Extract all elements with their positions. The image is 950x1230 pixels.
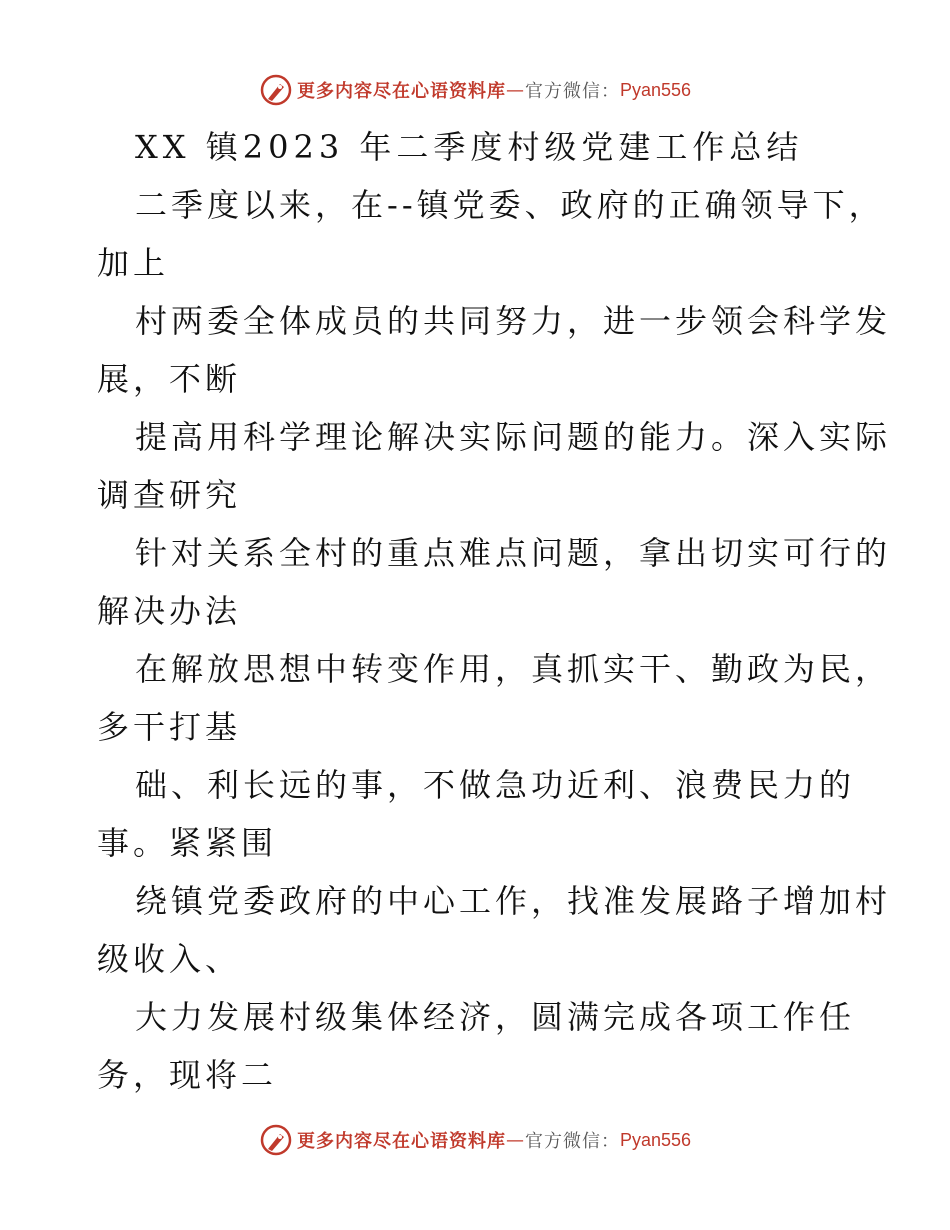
watermark-separator: — — [505, 79, 525, 101]
paragraph-line: 多干打基 — [97, 708, 242, 746]
paragraph-line: 提高用科学理论解决实际问题的能力。深入实际 — [135, 418, 892, 456]
paragraph-line: 事。紧紧围 — [97, 824, 278, 862]
watermark-main-text: 更多内容尽在心语资料库 — [296, 81, 506, 102]
pen-nib-logo-icon — [259, 1123, 293, 1157]
paragraph-line: 务，现将二 — [97, 1056, 278, 1094]
watermark-account-id: Pyan556 — [619, 1129, 692, 1150]
paragraph-line: 级收入、 — [97, 940, 242, 978]
paragraph-line: 础、利长远的事，不做急功近利、浪费民力的 — [135, 766, 856, 804]
paragraph-line: 针对关系全村的重点难点问题，拿出切实可行的 — [135, 534, 892, 572]
paragraph-line: 展，不断 — [97, 360, 242, 398]
paragraph-line: 调查研究 — [97, 476, 242, 514]
paragraph-line: 加上 — [97, 244, 170, 282]
paragraph-line: 解决办法 — [97, 592, 242, 630]
watermark-separator: — — [505, 1129, 525, 1151]
header-watermark — [0, 72, 950, 108]
paragraph-line: 在解放思想中转变作用，真抓实干、勤政为民， — [135, 650, 892, 688]
paragraph-line: 大力发展村级集体经济，圆满完成各项工作任 — [135, 998, 856, 1036]
document-title: XX 镇2023 年二季度村级党建工作总结 — [135, 128, 804, 166]
pen-nib-logo-icon — [259, 73, 293, 107]
footer-watermark — [0, 1122, 950, 1158]
watermark-official-label: 官方微信： — [524, 1131, 620, 1152]
paragraph-line: 绕镇党委政府的中心工作，找准发展路子增加村 — [135, 882, 892, 920]
watermark-main-text: 更多内容尽在心语资料库 — [296, 1131, 506, 1152]
paragraph-line: 村两委全体成员的共同努力，进一步领会科学发 — [135, 302, 892, 340]
paragraph-line: 二季度以来，在--镇党委、政府的正确领导下， — [135, 186, 885, 224]
watermark-account-id: Pyan556 — [619, 79, 692, 100]
watermark-official-label: 官方微信： — [524, 81, 620, 102]
document-body — [97, 118, 892, 1104]
